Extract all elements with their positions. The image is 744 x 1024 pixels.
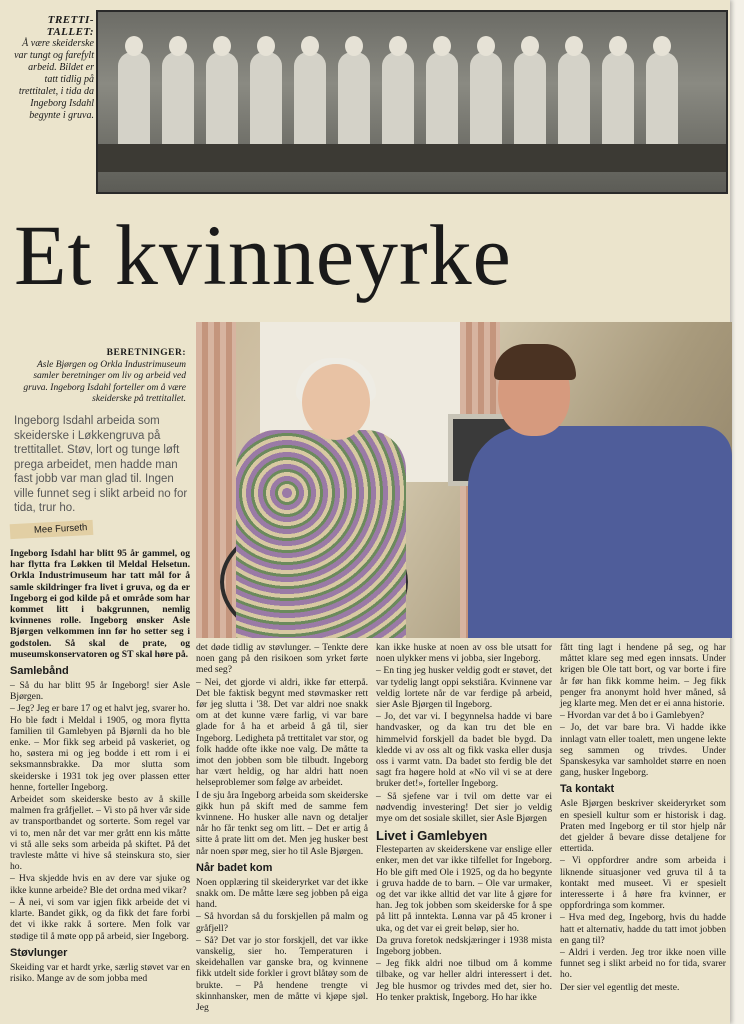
worker-figure (426, 52, 458, 152)
paragraph: Arbeidet som skeiderske besto av å skille malmen fra gråfjellet. – Vi sto på hver vår side av transportbandet og sorterte. Som regel var vi to, men når det var mer grått enn kis måtte vi stå alle seks som arbeida på skiftet. På det travleste måtte vi hive så steinskura sto, sier ho. (10, 794, 190, 873)
paragraph: – Så du har blitt 95 år Ingeborg! sier Asle Bjørgen. (10, 680, 190, 703)
top-caption-label: TRETTI-TALLET: (46, 14, 94, 38)
paragraph: – Jo, det var bare bra. Vi hadde ikke innlagt vatn eller toalett, men ungene lekte seg sammen og trivdes. Under Spanskesyka var samholdet større en noen gang, husker Ingeborg. (560, 722, 726, 779)
side-caption-label: BERETNINGER: (106, 348, 186, 358)
paragraph: Da gruva foretok nedskjæringer i 1938 mista Ingeborg jobben. (376, 934, 552, 958)
paragraph: I de sju åra Ingeborg arbeida som skeiderske gikk hun på skift med de samme fem kvinnene. Ho husker alle navn og detaljer når ho får tenkt seg om litt. – Det er artig å sitte å prate litt om det. Men jeg husker best når noen spør meg, sier ho til Asle Bjørgen. (196, 789, 368, 857)
worker-figure (250, 52, 282, 152)
paragraph: Asle Bjørgen beskriver skeideryrket som en spesiell kultur som er historisk i dag. Praten med Ingeborg er til stor hjelp når det gjelder å bevare disse detaljene for ettertida. (560, 798, 726, 855)
worker-figure (294, 52, 326, 152)
article-column-1 (10, 548, 190, 985)
intro-paragraph: Ingeborg Isdahl har blitt 95 år gammel, og har flytta fra Løkken til Meldal Helsetun. Orkla Industrimuseum har tatt mål for å samle skildringer fra livet i gruva, og da er Ingeborg ei god kilde på et område som har kommet litt i bakgrunnen, nemlig kvinnenes rolle. Ingeborg ønsker Asle Bjørgen velkommen inn før ho setter seg i godstolen. Så skal de prate, og museumskonservatoren og ST skal høre på. (10, 548, 190, 660)
man-hair (494, 344, 576, 380)
paragraph: – Jeg fikk aldri noe tilbud om å komme tilbake, og var heller aldri interessert i det. Jeg ble husmor og trivdes med det, sier ho. Ho tenker praktisk, Ingeborg. Ho har ikke (376, 958, 552, 1003)
worker-figure (646, 52, 678, 152)
woman-figure (236, 430, 406, 638)
paragraph: – Aldri i verden. Jeg tror ikke noen ville funnet seg i slikt arbeid no for tida, svarer ho. (560, 947, 726, 981)
worker-figure (558, 52, 590, 152)
paragraph: – Så? Det var jo stor forskjell, det var ikke vanskelig, sier ho. Temperaturen i skeidehallen var ganske bra, og kvinnene fikk utdelt side forkler i grovt blåtøy som de brukte. – På hendene trengte vi skinnhansker, men de måtte vi kjøpe sjøl. Jeg (196, 934, 368, 1014)
paragraph: det døde tidlig av støvlunger. – Tenkte dere noen gang på den risikoen som yrket førte med seg? (196, 642, 368, 676)
paragraph: Der sier vel egentlig det meste. (560, 981, 680, 993)
article-column-4 (560, 642, 726, 994)
worker-figure (514, 52, 546, 152)
paragraph: – Vi oppfordrer andre som arbeida i liknende situasjoner ved gruva til å ta kontakt med museet. Vi er spesielt interesserte i å høre fra kvinner, er oppfordringa som kommer. (560, 855, 726, 912)
worker-figure (382, 52, 414, 152)
subheading-ta-kontakt: Ta kontakt (560, 783, 615, 796)
paragraph: Flesteparten av skeiderskene var enslige eller enker, men det var ikke tilfellet for Ingeborg. Ho ble gift med Ole i 1925, og da ho begynte i gruva hadde de to barn. – Ole var urmaker, og det var ikke alltid det var lite å gjøre for han. Jeg tok jobben som skeiderske for å spe på litt på inntekta. Lønna var på 45 kroner i uka, og det var ei greit beløp, sier ho. (376, 844, 552, 934)
paragraph: kan ikke huske at noen av oss ble utsatt for noen ulykker mens vi jobba, sier Ingeborg. (376, 642, 552, 665)
paragraph: Noen opplæring til skeideryrket var det ikke snakk om. De måtte lære seg jobben på eiga hand. (196, 876, 368, 911)
paragraph: – Jeg? Jeg er bare 17 og et halvt jeg, svarer ho. Ho ble født i Meldal i 1905, og mora flytta familien til Gamlebyen på Bjørnli da ho ble enke. – Mor fikk seg arbeid på vaskeriet, og ho, søstera mi og jeg bodde i ett rom i ei seksmannsbrakke. Da mor slutta som skeiderske i 1931 tok jeg over plassen etter henne, forteller Ingeborg. (10, 703, 190, 793)
byline: Mee Furseth (10, 520, 94, 539)
paragraph: – Nei, det gjorde vi aldri, ikke før etterpå. Det ble faktisk begynt med støvmasker rett før jeg slutta i '38. Det var aldri noe snakk om at det kunne være farlig, vi var bare glade for å ha et arbeid å gå til, sier Ingeborg. Ledigheta på trettitalet var stor, og folk hadde ofte ikke noe valg. De måtte ta imot den jobben som ble tilbudt. Ingeborg har vært heldig, og har aldri hatt noen helseproblemer som følge av arbeidet. (196, 676, 368, 789)
worker-figure (118, 52, 150, 152)
paragraph: – Hva med deg, Ingeborg, hvis du hadde hatt et alternativ, hadde du tatt imot jobben en gang til? (560, 912, 726, 946)
paragraph: – Hvordan var det å bo i Gamlebyen? (560, 710, 705, 722)
side-photo-caption (14, 348, 186, 406)
subheading-nar-badet-kom: Når badet kom (196, 861, 273, 874)
top-caption-text: Å være skeiderske var tungt og farefylt arbeid. Bildet er tatt tidlig på trettitalet, i tida da Ingeborg Isdahl begynte i gruva. (14, 38, 94, 121)
historical-workers-photo (96, 10, 728, 194)
conveyor-belt (98, 144, 726, 172)
lead-paragraph: Ingeborg Isdahl arbeida som skeiderske i Løkkengruva på trettitallet. Støv, lort og tunge løft prega arbeidet, men hadde man fast jobb var man glad til. Ingen ville funnet seg i slikt arbeid no for tida, trur ho. (14, 415, 188, 514)
top-photo-caption (14, 14, 94, 122)
article-column-2 (196, 642, 368, 1014)
paragraph: fått ting lagt i hendene på seg, og har måttet klare seg med egen innsats. Under krigen ble Ole tatt bort, og var borte i fire år før han fikk komme heim. – Jeg fikk penger fra anonymt hold hver måned, så jeg klarte meg. Men det er ei anna historie. (560, 642, 726, 710)
interview-photo (196, 322, 732, 638)
paragraph: – Så sjefene var i tvil om dette var ei nødvendig investering! Det sier jo veldig mye om det sosiale skillet, sier Asle Bjørgen (376, 790, 552, 825)
subheading-livet-i-gamlebyen: Livet i Gamlebyen (376, 828, 488, 844)
side-caption-text: Asle Bjørgen og Orkla Industrimuseum samler beretninger om liv og arbeid ved gruva. Ingeborg Isdahl forteller om å være skeiderske på trettitallet. (23, 359, 186, 404)
paragraph: – Jo, det var vi. I begynnelsa hadde vi bare handvasker, og da kan tru det ble en himmelvid forskjell da badet ble bygd. Da kledde vi av oss alt og fikk vaska eller dusja oss i varmt vatn. Da badet sto ferdig ble det sagt fra høgere hold at «No vil vi se at dere bruker det!», forteller Ingeborg. (376, 711, 552, 790)
paragraph: – Å nei, vi som var igjen fikk arbeide det vi klarte. Bandet gikk, og da fikk det fare forbi det vi ikke rakk å sortere. Men folk var stødige til å møte opp på arbeid, sier Ingeborg. (10, 896, 190, 942)
worker-figure (206, 52, 238, 152)
worker-figure (162, 52, 194, 152)
subheading-stovlunger: Støvlunger (10, 946, 68, 959)
headline: Et kvinneyrke (14, 207, 512, 303)
paragraph: – Så hvordan så du forskjellen på malm og gråfjell? (196, 911, 368, 934)
worker-figure (470, 52, 502, 152)
worker-figure (602, 52, 634, 152)
man-figure (468, 426, 732, 638)
paragraph: – Hva skjedde hvis en av dere var sjuke og ikke kunne arbeide? Ble det ordna med vikar? (10, 873, 190, 896)
paragraph: – En ting jeg husker veldig godt er støvet, det var tydelig langt oppi sekstiåra. Kvinnene var veldig lortete når de var ferdige på arbeid, sier Asle Bjørgen til Ingeborg. (376, 665, 552, 711)
article-column-3 (376, 642, 552, 1004)
paragraph: Skeiding var et hardt yrke, særlig støvet var en risiko. Mange av de som jobba med (10, 961, 190, 984)
worker-figure (338, 52, 370, 152)
woman-face (302, 364, 370, 440)
subheading-samleband: Samlebånd (10, 665, 69, 678)
